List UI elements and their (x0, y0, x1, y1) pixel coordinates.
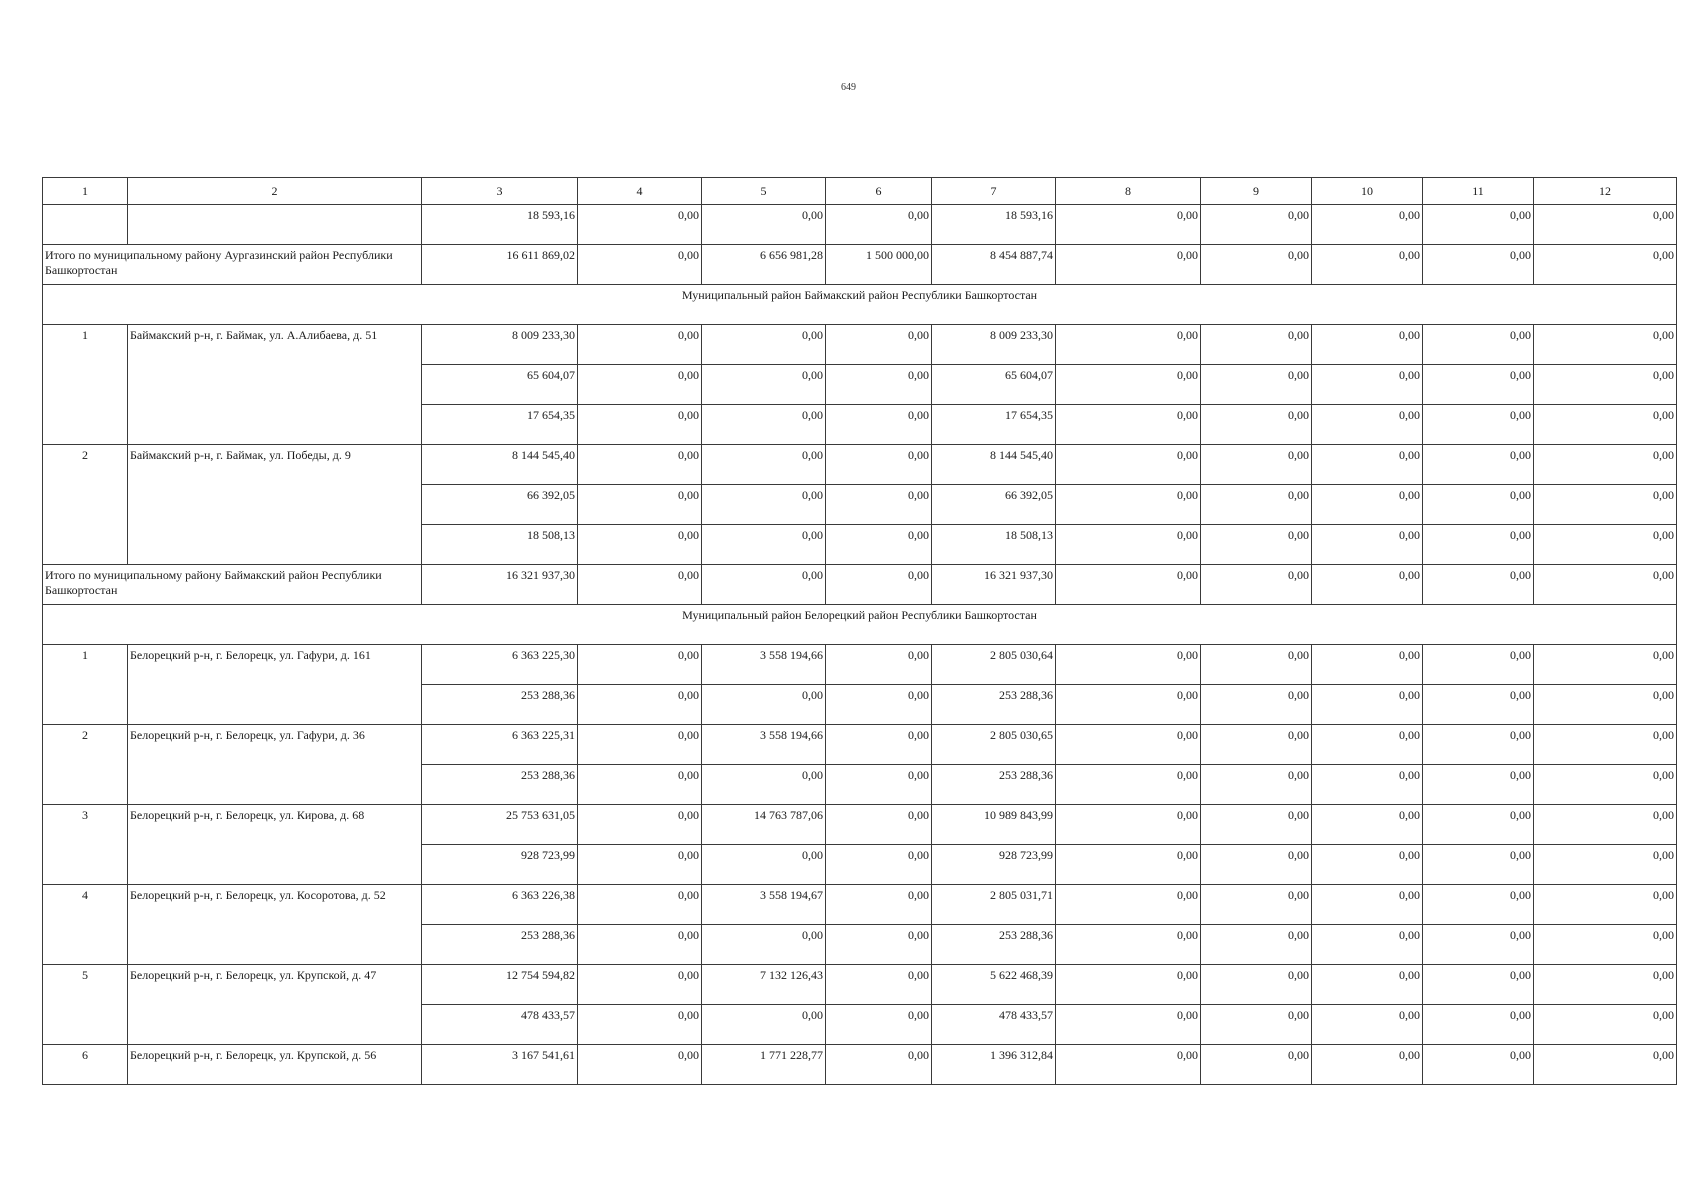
value-cell: 0,00 (702, 365, 826, 405)
value-cell: 0,00 (1056, 565, 1201, 605)
value-cell: 0,00 (1201, 685, 1312, 725)
value-cell: 0,00 (1312, 445, 1423, 485)
value-cell: 0,00 (1534, 965, 1677, 1005)
value-cell: 0,00 (1201, 845, 1312, 885)
value-cell: 0,00 (1534, 445, 1677, 485)
value-cell: 0,00 (1423, 925, 1534, 965)
value-cell: 0,00 (578, 1045, 702, 1085)
value-cell: 0,00 (1534, 805, 1677, 845)
value-cell: 0,00 (1201, 725, 1312, 765)
table-row (43, 885, 1677, 925)
table-row (43, 725, 1677, 765)
value-cell: 0,00 (1056, 645, 1201, 685)
value-cell: 2 805 031,71 (932, 885, 1056, 925)
value-cell: 0,00 (1201, 445, 1312, 485)
value-cell: 12 754 594,82 (422, 965, 578, 1005)
column-header: 5 (702, 178, 826, 205)
value-cell: 0,00 (578, 765, 702, 805)
value-cell: 0,00 (1534, 765, 1677, 805)
value-cell: 0,00 (1534, 365, 1677, 405)
value-cell: 0,00 (578, 1005, 702, 1045)
value-cell: 0,00 (1312, 365, 1423, 405)
row-index: 2 (43, 445, 128, 565)
value-cell: 0,00 (1534, 405, 1677, 445)
value-cell: 0,00 (1056, 765, 1201, 805)
value-cell: 1 771 228,77 (702, 1045, 826, 1085)
value-cell: 0,00 (826, 1045, 932, 1085)
value-cell: 0,00 (1423, 685, 1534, 725)
table-row (43, 645, 1677, 685)
value-cell: 2 805 030,65 (932, 725, 1056, 765)
value-cell: 0,00 (578, 725, 702, 765)
value-cell: 0,00 (1534, 565, 1677, 605)
total-label: Итого по муниципальному району Баймакский район Республики Башкортостан (43, 565, 422, 605)
section-title: Муниципальный район Белорецкий район Республики Башкортостан (43, 605, 1677, 645)
column-header: 2 (128, 178, 422, 205)
value-cell: 0,00 (1201, 965, 1312, 1005)
value-cell: 0,00 (1423, 765, 1534, 805)
value-cell: 18 508,13 (932, 525, 1056, 565)
column-header-row (43, 178, 1677, 205)
value-cell: 0,00 (578, 685, 702, 725)
value-cell: 0,00 (826, 765, 932, 805)
value-cell: 0,00 (1534, 1045, 1677, 1085)
address-cell: Белорецкий р-н, г. Белорецк, ул. Крупской, д. 56 (128, 1045, 422, 1085)
column-header: 1 (43, 178, 128, 205)
address-cell: Белорецкий р-н, г. Белорецк, ул. Косоротова, д. 52 (128, 885, 422, 965)
value-cell: 0,00 (578, 805, 702, 845)
value-cell: 253 288,36 (422, 685, 578, 725)
value-cell: 0,00 (1423, 445, 1534, 485)
value-cell: 0,00 (1201, 885, 1312, 925)
value-cell: 14 763 787,06 (702, 805, 826, 845)
value-cell: 253 288,36 (932, 925, 1056, 965)
value-cell: 0,00 (1056, 485, 1201, 525)
value-cell: 0,00 (1312, 885, 1423, 925)
value-cell: 0,00 (702, 845, 826, 885)
value-cell: 0,00 (702, 525, 826, 565)
value-cell: 0,00 (1201, 365, 1312, 405)
value-cell: 0,00 (826, 1005, 932, 1045)
value-cell: 0,00 (1423, 965, 1534, 1005)
value-cell: 253 288,36 (422, 925, 578, 965)
table-row (43, 205, 1677, 245)
value-cell: 0,00 (1534, 485, 1677, 525)
address-cell: Белорецкий р-н, г. Белорецк, ул. Гафури, д. 36 (128, 725, 422, 805)
column-header: 12 (1534, 178, 1677, 205)
value-cell: 0,00 (1312, 325, 1423, 365)
value-cell: 0,00 (1312, 1045, 1423, 1085)
column-header: 7 (932, 178, 1056, 205)
value-cell: 6 363 225,30 (422, 645, 578, 685)
value-cell: 66 392,05 (932, 485, 1056, 525)
value-cell: 0,00 (826, 445, 932, 485)
value-cell: 0,00 (826, 685, 932, 725)
value-cell: 8 144 545,40 (932, 445, 1056, 485)
value-cell: 253 288,36 (422, 765, 578, 805)
value-cell: 0,00 (1201, 205, 1312, 245)
value-cell: 8 009 233,30 (422, 325, 578, 365)
value-cell: 0,00 (1312, 925, 1423, 965)
value-cell: 928 723,99 (932, 845, 1056, 885)
section-header-row (43, 605, 1677, 645)
value-cell: 0,00 (1056, 1045, 1201, 1085)
value-cell: 25 753 631,05 (422, 805, 578, 845)
value-cell: 0,00 (1423, 565, 1534, 605)
value-cell: 478 433,57 (932, 1005, 1056, 1045)
value-cell: 0,00 (1312, 565, 1423, 605)
value-cell: 0,00 (1312, 485, 1423, 525)
value-cell: 0,00 (702, 925, 826, 965)
value-cell: 0,00 (1312, 765, 1423, 805)
value-cell: 8 144 545,40 (422, 445, 578, 485)
value-cell: 0,00 (826, 325, 932, 365)
value-cell: 0,00 (1312, 405, 1423, 445)
value-cell: 2 805 030,64 (932, 645, 1056, 685)
budget-table (42, 177, 1677, 1085)
value-cell: 0,00 (1423, 725, 1534, 765)
value-cell: 0,00 (1201, 485, 1312, 525)
total-label: Итого по муниципальному району Аургазинский район Республики Башкортостан (43, 245, 422, 285)
value-cell: 0,00 (578, 485, 702, 525)
address-cell: Баймакский р-н, г. Баймак, ул. А.Алибаева, д. 51 (128, 325, 422, 445)
value-cell: 928 723,99 (422, 845, 578, 885)
value-cell: 5 622 468,39 (932, 965, 1056, 1005)
value-cell: 0,00 (1312, 1005, 1423, 1045)
section-header-row (43, 285, 1677, 325)
table-row (43, 805, 1677, 845)
column-header: 8 (1056, 178, 1201, 205)
value-cell: 0,00 (826, 525, 932, 565)
value-cell: 0,00 (1423, 1005, 1534, 1045)
value-cell: 3 558 194,66 (702, 645, 826, 685)
value-cell: 65 604,07 (422, 365, 578, 405)
value-cell: 16 611 869,02 (422, 245, 578, 285)
value-cell: 0,00 (1312, 805, 1423, 845)
table-row (43, 1045, 1677, 1085)
value-cell: 0,00 (578, 645, 702, 685)
value-cell: 0,00 (1056, 405, 1201, 445)
value-cell: 0,00 (1201, 765, 1312, 805)
value-cell: 18 508,13 (422, 525, 578, 565)
value-cell: 0,00 (1423, 645, 1534, 685)
value-cell: 478 433,57 (422, 1005, 578, 1045)
value-cell: 3 558 194,67 (702, 885, 826, 925)
value-cell: 0,00 (1534, 1005, 1677, 1045)
value-cell: 0,00 (1056, 685, 1201, 725)
value-cell: 0,00 (826, 405, 932, 445)
value-cell: 1 396 312,84 (932, 1045, 1056, 1085)
value-cell: 0,00 (1312, 205, 1423, 245)
table-row (43, 325, 1677, 365)
value-cell: 0,00 (826, 965, 932, 1005)
value-cell: 0,00 (1423, 365, 1534, 405)
value-cell: 0,00 (1312, 525, 1423, 565)
row-index: 1 (43, 325, 128, 445)
table-body (43, 178, 1677, 1085)
value-cell: 0,00 (578, 245, 702, 285)
value-cell: 0,00 (1423, 405, 1534, 445)
value-cell: 0,00 (1056, 965, 1201, 1005)
value-cell: 0,00 (578, 325, 702, 365)
value-cell: 0,00 (1056, 885, 1201, 925)
row-index (43, 205, 128, 245)
value-cell: 0,00 (1534, 725, 1677, 765)
value-cell: 18 593,16 (932, 205, 1056, 245)
value-cell: 0,00 (1534, 645, 1677, 685)
value-cell: 0,00 (578, 205, 702, 245)
value-cell: 0,00 (1423, 805, 1534, 845)
row-index: 6 (43, 1045, 128, 1085)
value-cell: 0,00 (1056, 365, 1201, 405)
value-cell: 65 604,07 (932, 365, 1056, 405)
value-cell: 0,00 (578, 885, 702, 925)
value-cell: 0,00 (702, 485, 826, 525)
value-cell: 0,00 (826, 645, 932, 685)
value-cell: 0,00 (826, 365, 932, 405)
value-cell: 0,00 (702, 565, 826, 605)
table-row (43, 445, 1677, 485)
value-cell: 0,00 (1056, 925, 1201, 965)
value-cell: 6 656 981,28 (702, 245, 826, 285)
value-cell: 0,00 (1534, 525, 1677, 565)
value-cell: 0,00 (578, 845, 702, 885)
column-header: 3 (422, 178, 578, 205)
address-cell: Баймакский р-н, г. Баймак, ул. Победы, д. 9 (128, 445, 422, 565)
address-cell: Белорецкий р-н, г. Белорецк, ул. Гафури, д. 161 (128, 645, 422, 725)
value-cell: 0,00 (1423, 525, 1534, 565)
row-index: 2 (43, 725, 128, 805)
value-cell: 0,00 (1423, 1045, 1534, 1085)
value-cell: 0,00 (1201, 245, 1312, 285)
total-row (43, 245, 1677, 285)
value-cell: 0,00 (1534, 325, 1677, 365)
value-cell: 0,00 (1056, 805, 1201, 845)
value-cell: 0,00 (1201, 325, 1312, 365)
value-cell: 16 321 937,30 (422, 565, 578, 605)
value-cell: 0,00 (1423, 845, 1534, 885)
total-row (43, 565, 1677, 605)
value-cell: 0,00 (826, 885, 932, 925)
value-cell: 0,00 (1056, 325, 1201, 365)
value-cell: 8 454 887,74 (932, 245, 1056, 285)
value-cell: 0,00 (1423, 325, 1534, 365)
value-cell: 0,00 (702, 445, 826, 485)
value-cell: 0,00 (1312, 245, 1423, 285)
value-cell: 0,00 (1201, 525, 1312, 565)
value-cell: 0,00 (826, 845, 932, 885)
value-cell: 0,00 (826, 565, 932, 605)
column-header: 6 (826, 178, 932, 205)
value-cell: 0,00 (702, 1005, 826, 1045)
value-cell: 6 363 225,31 (422, 725, 578, 765)
value-cell: 0,00 (1534, 245, 1677, 285)
value-cell: 0,00 (1534, 685, 1677, 725)
value-cell: 0,00 (826, 805, 932, 845)
value-cell: 0,00 (1201, 645, 1312, 685)
value-cell: 0,00 (1201, 925, 1312, 965)
value-cell: 0,00 (1312, 645, 1423, 685)
value-cell: 0,00 (1423, 205, 1534, 245)
value-cell: 0,00 (1201, 405, 1312, 445)
value-cell: 0,00 (578, 965, 702, 1005)
value-cell: 0,00 (702, 685, 826, 725)
value-cell: 0,00 (1056, 845, 1201, 885)
value-cell: 3 558 194,66 (702, 725, 826, 765)
value-cell: 0,00 (1056, 245, 1201, 285)
value-cell: 0,00 (1201, 805, 1312, 845)
value-cell: 0,00 (1534, 925, 1677, 965)
value-cell: 0,00 (1201, 565, 1312, 605)
value-cell: 3 167 541,61 (422, 1045, 578, 1085)
value-cell: 0,00 (1534, 845, 1677, 885)
column-header: 10 (1312, 178, 1423, 205)
value-cell: 1 500 000,00 (826, 245, 932, 285)
value-cell: 0,00 (1056, 205, 1201, 245)
value-cell: 0,00 (702, 205, 826, 245)
value-cell: 0,00 (1534, 205, 1677, 245)
value-cell: 0,00 (1201, 1045, 1312, 1085)
value-cell: 0,00 (1423, 245, 1534, 285)
row-index: 1 (43, 645, 128, 725)
column-header: 9 (1201, 178, 1312, 205)
value-cell: 0,00 (702, 765, 826, 805)
address-cell: Белорецкий р-н, г. Белорецк, ул. Кирова, д. 68 (128, 805, 422, 885)
value-cell: 0,00 (578, 565, 702, 605)
row-index: 4 (43, 885, 128, 965)
value-cell: 7 132 126,43 (702, 965, 826, 1005)
value-cell: 0,00 (1423, 885, 1534, 925)
row-index: 3 (43, 805, 128, 885)
value-cell: 0,00 (578, 365, 702, 405)
value-cell: 0,00 (826, 205, 932, 245)
address-cell: Белорецкий р-н, г. Белорецк, ул. Крупской, д. 47 (128, 965, 422, 1045)
value-cell: 0,00 (578, 405, 702, 445)
value-cell: 0,00 (578, 925, 702, 965)
value-cell: 253 288,36 (932, 685, 1056, 725)
value-cell: 8 009 233,30 (932, 325, 1056, 365)
value-cell: 17 654,35 (932, 405, 1056, 445)
value-cell: 0,00 (1312, 725, 1423, 765)
value-cell: 10 989 843,99 (932, 805, 1056, 845)
value-cell: 0,00 (702, 325, 826, 365)
value-cell: 66 392,05 (422, 485, 578, 525)
value-cell: 0,00 (578, 445, 702, 485)
value-cell: 0,00 (1056, 445, 1201, 485)
value-cell: 0,00 (1312, 685, 1423, 725)
address-cell (128, 205, 422, 245)
value-cell: 0,00 (1201, 1005, 1312, 1045)
page-number: 649 (841, 82, 856, 93)
value-cell: 0,00 (702, 405, 826, 445)
value-cell: 253 288,36 (932, 765, 1056, 805)
value-cell: 18 593,16 (422, 205, 578, 245)
value-cell: 6 363 226,38 (422, 885, 578, 925)
value-cell: 0,00 (826, 485, 932, 525)
table-row (43, 965, 1677, 1005)
value-cell: 16 321 937,30 (932, 565, 1056, 605)
value-cell: 0,00 (1056, 1005, 1201, 1045)
row-index: 5 (43, 965, 128, 1045)
column-header: 4 (578, 178, 702, 205)
value-cell: 0,00 (826, 925, 932, 965)
section-title: Муниципальный район Баймакский район Республики Башкортостан (43, 285, 1677, 325)
value-cell: 0,00 (1534, 885, 1677, 925)
value-cell: 0,00 (1056, 725, 1201, 765)
value-cell: 0,00 (578, 525, 702, 565)
column-header: 11 (1423, 178, 1534, 205)
value-cell: 0,00 (1423, 485, 1534, 525)
value-cell: 0,00 (1312, 965, 1423, 1005)
value-cell: 0,00 (1056, 525, 1201, 565)
value-cell: 0,00 (826, 725, 932, 765)
value-cell: 0,00 (1312, 845, 1423, 885)
value-cell: 17 654,35 (422, 405, 578, 445)
